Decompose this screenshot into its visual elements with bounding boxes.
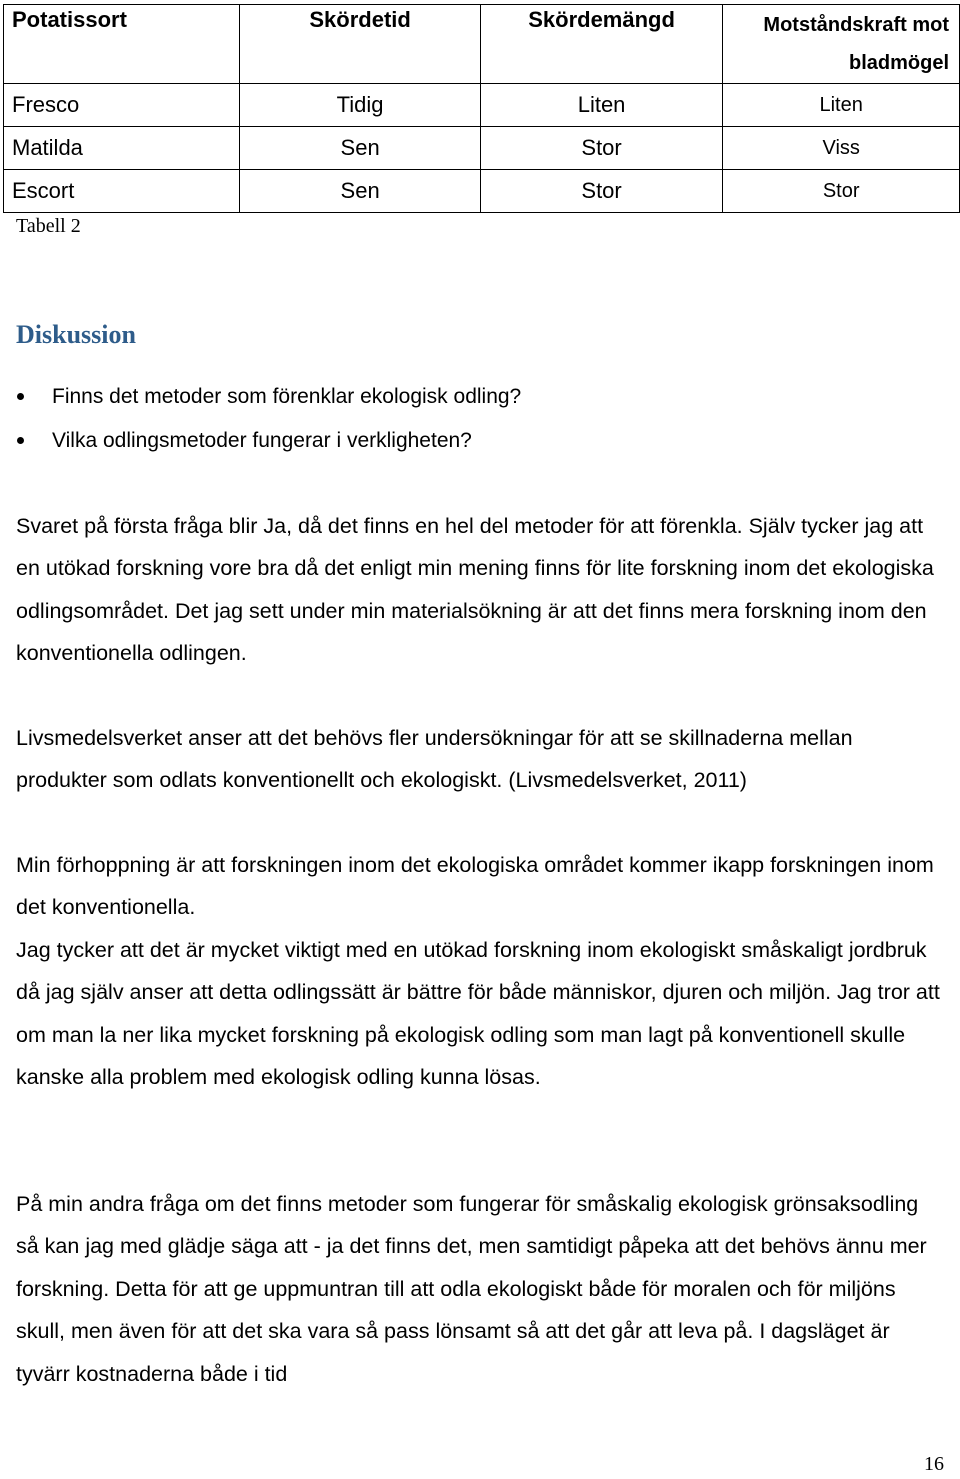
paragraph: Livsmedelsverket anser att det behövs fler undersökningar för att se skillnaderna mellan produkter som odlats konventionellt och ekologiskt. (Livsmedelsverket, 2011) [16,726,853,793]
list-item [16,424,521,468]
list-item [16,380,521,424]
table-row [4,170,960,213]
bullet-icon [17,437,24,444]
paragraph: Min förhoppning är att forskningen inom det ekologiska området kommer ikapp forskningen inom det konventionella. [16,853,934,920]
table-cell: Sen [240,127,480,170]
table-row [4,127,960,170]
header-cell-variety: Potatissort [4,5,240,84]
question-list [16,380,521,468]
table-cell: Tidig [240,84,480,127]
table-cell: Stor [723,170,960,213]
table-cell: Liten [723,84,960,127]
table-cell: Viss [723,127,960,170]
table-cell: Stor [480,170,723,213]
page-number: 16 [924,1453,944,1475]
section-heading: Diskussion [16,320,136,349]
paragraph: Svaret på första fråga blir Ja, då det finns en hel del metoder för att förenkla. Själv tycker jag att en utökad forskning vore bra då det enligt min mening finns för lite forskning inom det ekologiska odlingsområdet. Det jag sett under min materialsökning är att det finns mera forskning inom den konventionella odlingen. [16,514,934,666]
table-cell: Liten [480,84,723,127]
table-cell: Fresco [4,84,240,127]
header-cell-harvest-amount: Skördemängd [480,5,723,84]
paragraph: Jag tycker att det är mycket viktigt med en utökad forskning inom ekologiskt småskaligt jordbruk då jag själv anser att detta odlingssätt är bättre för både människor, djuren och miljön. Jag tror att om man la ner lika mycket forskning på ekologisk odling som man lagt på konventionell skulle kanske alla problem med ekologisk odling kunna lösas. [16,938,940,1090]
table-cell: Sen [240,170,480,213]
table-header-row [4,5,960,84]
potato-variety-table [3,4,960,213]
table-row [4,84,960,127]
table-cell: Stor [480,127,723,170]
header-cell-blight-resistance: Motståndskraft mot bladmögel [723,5,960,84]
bullet-icon [17,393,24,400]
table-cell: Escort [4,170,240,213]
list-item-text: Finns det metoder som förenklar ekologisk odling? [52,385,522,408]
header-cell-harvest-time: Skördetid [240,5,480,84]
paragraph: På min andra fråga om det finns metoder som fungerar för småskalig ekologisk grönsaksodling så kan jag med glädje säga att - ja det finns det, men samtidigt påpeka att det behövs ännu mer forskning. Detta för att ge uppmuntran till att odla ekologiskt både för moralen och för miljöns skull, men även för att det ska vara så pass lönsamt så att det går att leva på. I dagsläget är tyvärr kostnaderna både i tid [16,1192,927,1386]
list-item-text: Vilka odlingsmetoder fungerar i verkligheten? [52,429,472,452]
table-cell: Matilda [4,127,240,170]
table-caption: Tabell 2 [16,215,81,237]
